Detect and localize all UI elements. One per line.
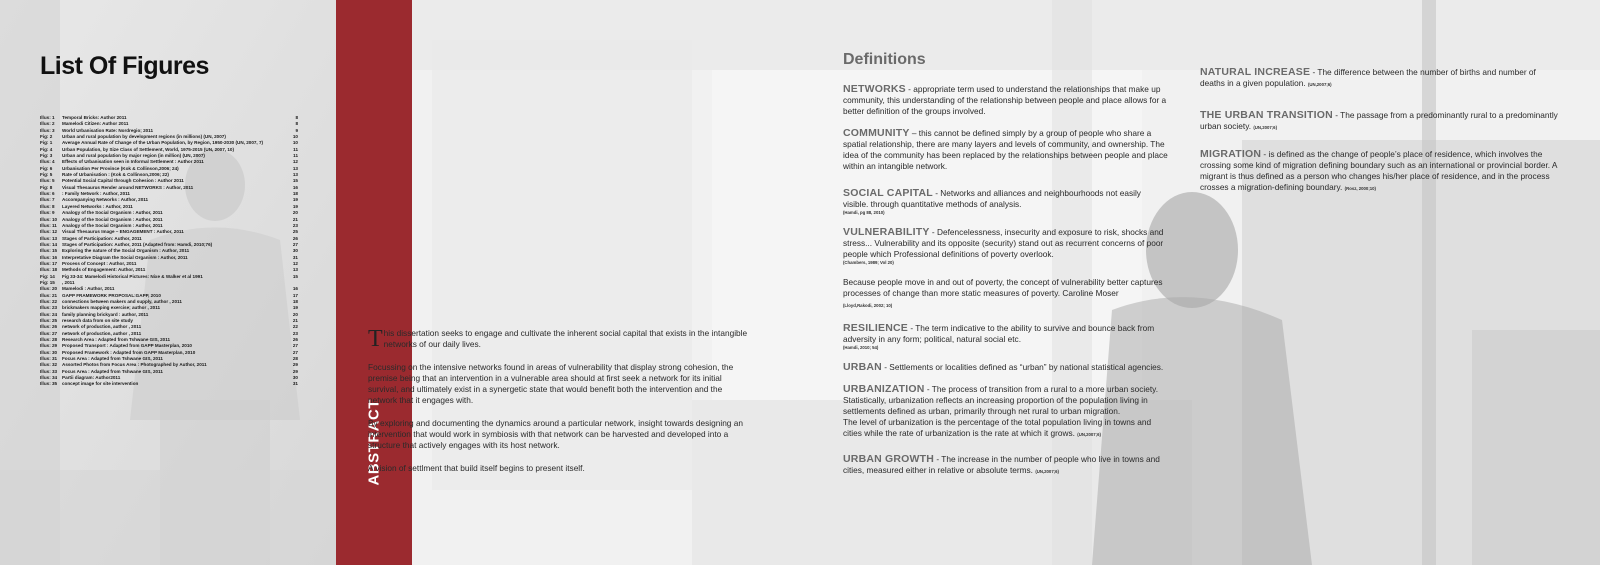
figure-id: Illus: 17 [40, 260, 58, 266]
figure-caption: Layered Networks : Author, 2011 [62, 203, 133, 209]
definitions-heading: Definitions [843, 51, 926, 68]
def-term: NATURAL INCREASE [1200, 66, 1311, 78]
figure-caption: : Family Network : Author, 2011 [62, 191, 130, 197]
def-vulnerability [843, 227, 1168, 266]
figure-caption: Urban Population, by Size Class of Settlement, World, 1975-2015 (UN, 2007, 10) [62, 146, 234, 152]
figure-id: Illus: 28 [40, 337, 58, 343]
def-community [843, 128, 1168, 172]
figure-id: Illus: 22 [40, 298, 58, 304]
abstract-paragraph-3: By exploring and documenting the dynamics around a particular network, insight towards designing an intervention that would work in symbiosis with that network can be harvested and developed into a structure that actively engages with its host network. [368, 418, 743, 450]
figure-page: 15 [292, 178, 298, 184]
figure-caption: connections between makers and supply, author , 2011 [62, 298, 182, 304]
figure-id: Illus: 4 [40, 159, 55, 165]
figure-caption: Visual Thesaurus Image – ENGAGEMENT : Author, 2011 [62, 229, 184, 235]
figure-id: Illus: 29 [40, 343, 58, 349]
definitions-column-2 [1200, 67, 1560, 205]
figure-page: 29 [292, 368, 298, 374]
figure-list [40, 115, 298, 388]
figure-page: 18 [292, 191, 298, 197]
figure-page: 12 [292, 159, 298, 165]
figure-id: Illus: 16 [40, 254, 58, 260]
figure-id: Illus: 15 [40, 248, 58, 254]
figure-page: 19 [292, 305, 298, 311]
def-term: MIGRATION [1200, 148, 1262, 160]
figure-caption: Focus Area : Adapted from Tshwane GIS, 2011 [62, 368, 163, 374]
figure-id: Illus: 14 [40, 241, 58, 247]
def-term: URBAN GROWTH [843, 453, 935, 465]
citation: (UN,2007;6) [1035, 469, 1059, 474]
def-term: RESILIENCE [843, 322, 909, 334]
figure-id: Illus: 7 [40, 197, 55, 203]
page-title: List Of Figures [40, 52, 209, 80]
citation: (Hamdi, 2010; 54) [843, 345, 879, 350]
figure-caption: network of production, author , 2011 [62, 330, 142, 336]
figure-page: 15 [292, 273, 298, 279]
list-of-figures-page [0, 0, 336, 565]
figure-id: Illus: 1 [40, 115, 55, 120]
figure-list-item [40, 381, 298, 387]
def-text: - The term indicative to the ability to survive and bounce back from adversity in any form; political, natural social etc. [843, 323, 1155, 344]
def-text: - The increase in the number of people who live in towns and cities, measured either in relative or absolute terms. [843, 454, 1160, 475]
def-urban-growth [843, 454, 1168, 477]
figure-caption: Effects of Urbanisation seen in Informal Settlement : Author 2011 [62, 159, 204, 165]
figure-id: Illus: 12 [40, 229, 58, 235]
abstract-p1-text: his dissertation seeks to engage and cultivate the inherent social capital that exists in the intangible networks of our daily lives. [383, 328, 748, 349]
figure-page: 16 [292, 184, 298, 190]
figure-id: Illus: 18 [40, 267, 58, 273]
figure-id: Illus: 20 [40, 286, 58, 292]
figure-caption: Urbanisation Per Province (Kok & Collinson,2006; 24) [62, 165, 179, 171]
figure-caption: Mamelodi : Author, 2011 [62, 286, 115, 292]
figure-page: 21 [292, 216, 298, 222]
figure-page: 28 [292, 356, 298, 362]
citation: (Rosz, 2000;10) [1344, 186, 1376, 191]
figure-caption: Proposed Framework : Adapted from GAPP Masterplan, 2010 [62, 349, 196, 355]
figure-id: Illus: 2 [40, 121, 55, 127]
def-networks [843, 84, 1168, 117]
figure-page: 20 [292, 210, 298, 216]
figure-id: Illus: 11 [40, 222, 57, 228]
def-text: - Networks and alliances and neighbourhoods not easily visible. through quantitative methods of analysis. [843, 188, 1141, 209]
def-social-capital [843, 188, 1168, 216]
figure-caption: concept image for site intervention [62, 381, 139, 387]
abstract-paragraph-4: A vision of settlment that build itself begins to present itself. [368, 463, 585, 473]
figure-id: Illus: 13 [40, 235, 58, 241]
def-text: – this cannot be defined simply by a group of people who share a spatial relationship, there are many layers and levels of community, and ownership. The idea of the community has been replaced by the relationships between people and place within an intangible network. [843, 128, 1168, 171]
figure-page: 11 [293, 146, 298, 152]
abstract-paragraph-2: Focussing on the intensive networks found in areas of vulnerability that display strong cohesion, the premise being that an intervention in a vulnerable area should at first seek a network for its initial survival, and ultimately exist in a synergetic state that would benefit both the intervention and the network that it engages with. [368, 362, 734, 405]
figure-caption: Average Annual Rate of Change of the Urban Population, by Region, 1950-2030 (UN, 2007, 7) [62, 140, 264, 146]
figure-page: 31 [292, 381, 298, 387]
figure-page: 27 [292, 241, 298, 247]
figure-caption: Urban and rural population by major region (in million) (UN, 2007) [62, 153, 205, 159]
figure-caption: Analogy of the Social Organism : Author, 2011 [62, 216, 163, 222]
def-text: - Settlements or localities defined as “urban” by national statistical agencies. [881, 362, 1164, 372]
figure-caption: Research Area : Adapted from Tshwane GIS, 2011 [62, 337, 171, 343]
def-migration [1200, 149, 1560, 194]
figure-caption: Stages of Participation: Author, 2011 (Adapted from: Hamdi, 2010;76) [62, 241, 213, 247]
figure-id: Illus: 8 [40, 203, 55, 209]
figure-id: Fig: 8 [40, 184, 53, 190]
def-term: URBANIZATION [843, 383, 925, 395]
figure-page: 9 [295, 127, 298, 133]
figure-page: 13 [292, 165, 298, 171]
figure-caption: Focus Area : Adapted from Tshwane GIS, 2011 [62, 356, 163, 362]
def-text: - Defencelessness, insecurity and exposure to risk, shocks and stress... Vulnerability and its opposite (security) stand out as recurrent concerns of poor people which Professional definitions of poverty overlook. [843, 227, 1164, 259]
figure-id: Illus: 33 [40, 368, 58, 374]
figure-caption: Fig 33-34: Mamelodi Historical Pictures: Nixe & Walker et al 1991 [62, 273, 203, 279]
def-text: - is defined as the change of people’s place of residence, which involves the crossing some kind of migration defining boundary such as an international or provincial border. A migrant is thus defined as a person who changes his/her place of residence, and in the process crosses a migration-defining boundary. [1200, 149, 1557, 192]
figure-page: 11 [293, 153, 298, 159]
citation: (Chambers, 1989; Vol 20) [843, 260, 894, 265]
figure-page: 29 [292, 362, 298, 368]
figure-page: 25 [292, 229, 298, 235]
def-term: COMMUNITY [843, 127, 910, 139]
def-term: THE URBAN TRANSITION [1200, 109, 1333, 121]
figure-page: 17 [292, 292, 298, 298]
def-urban [843, 362, 1168, 373]
abstract-label: ABSTRACT [365, 399, 383, 486]
figure-id: Illus: 35 [40, 381, 58, 387]
figure-id: Illus: 34 [40, 375, 58, 381]
def-term: SOCIAL CAPITAL [843, 187, 933, 199]
figure-id: Illus: 32 [40, 362, 58, 368]
figure-id: Illus: 21 [40, 292, 58, 298]
def-text: - The passage from a predominantly rural to a predominantly urban society. [1200, 110, 1558, 131]
figure-caption: Temporal Bricks: Author 2011 [62, 115, 127, 120]
figure-page: 27 [292, 343, 298, 349]
def-text: - The process of transition from a rural to a more urban society. Statistically, urbanization reflects an increasing proportion of the population living in settlements defined as urban, primarily through net rural to urban migration. [843, 384, 1159, 416]
abstract-paragraph-1 [368, 328, 748, 350]
dropcap: T [368, 326, 383, 352]
figure-id: Illus: 5 [40, 178, 55, 184]
figure-caption: GAPP FRAMEWORK PROPOSAL:GAPP, 2010 [62, 292, 161, 298]
figure-page: 30 [292, 375, 298, 381]
citation: (UN,2007;6) [1077, 432, 1101, 437]
def-resilience [843, 323, 1168, 351]
figure-id: Fig: 15 [40, 279, 55, 285]
abstract-body [365, 326, 748, 486]
def-term: URBAN [843, 361, 882, 373]
figure-page: 8 [295, 115, 298, 120]
figure-caption: Visual Thesaurus Render around NETWORKS : Author, 2011 [62, 184, 194, 190]
figure-id: Illus: 23 [40, 305, 58, 311]
figure-caption: Analogy of the Social Organism : Author, 2011 [62, 210, 163, 216]
figure-caption: Exploring the nature of the Social Organism : Author, 2011 [62, 248, 190, 254]
figure-id: Fig: 14 [40, 273, 55, 279]
figure-page: 10 [292, 134, 298, 140]
figure-id: Illus: 30 [40, 349, 58, 355]
figure-page: 8 [295, 121, 298, 127]
figure-id: Fig: 6 [40, 165, 53, 171]
figure-id: Fig: 2 [40, 134, 53, 140]
figure-caption: World Urbanisation Rate: Nordregio; 2011 [62, 127, 154, 133]
figure-id: Illus: 27 [40, 330, 58, 336]
figure-page: 30 [292, 248, 298, 254]
citation: (UN,2007;6) [1307, 82, 1332, 87]
figure-page: 23 [292, 330, 298, 336]
figure-id: Illus: 24 [40, 311, 58, 317]
figure-caption: Urban and rural population by development regions (in millions) (UN, 2007) [62, 134, 226, 140]
def-natural-increase [1200, 67, 1560, 90]
def-text: - The difference between the number of births and number of deaths in a given population. [1200, 67, 1536, 88]
figure-caption: , 2011 [62, 279, 75, 285]
def-term: VULNERABILITY [843, 226, 930, 238]
citation: (UN,2007;6) [1253, 125, 1278, 130]
figure-page: 26 [292, 337, 298, 343]
figure-caption: family planning brickyard : author, 2011 [62, 311, 149, 317]
def-urbanization [843, 384, 1168, 440]
figure-id: Fig: 1 [40, 140, 53, 146]
figure-caption: Process of Concept : Author, 2011 [62, 260, 137, 266]
figure-caption: Stages of Participation: Author, 2011 [62, 235, 142, 241]
figure-caption: Interpretative Diagram the Social Organism : Author, 2011 [62, 254, 188, 260]
figure-caption: Rate of Urbanisation : (Kok & Collinson,2006; 22) [62, 172, 169, 178]
figure-page: 19 [292, 197, 298, 203]
figure-caption: Accompanying Networks : Author, 2011 [62, 197, 149, 203]
figure-page: 27 [292, 349, 298, 355]
def-urban-transition [1200, 110, 1560, 133]
def-vulnerability-extra [843, 277, 1168, 309]
figure-page: 12 [292, 260, 298, 266]
figure-id: Fig: 4 [40, 146, 53, 152]
def-text: The level of urbanization is the percentage of the total population living in towns and cities while the rate of urbanization is the rate at which it grows. [843, 417, 1152, 438]
def-text: Because people move in and out of poverty, the concept of vulnerability better captures processes of change than more static measures of poverty. Caroline Moser [843, 277, 1163, 298]
figure-id: Illus: 26 [40, 324, 58, 330]
figure-caption: network of production, author , 2011 [62, 324, 142, 330]
figure-id: Illus: 6 [40, 191, 55, 197]
figure-page: 16 [292, 286, 298, 292]
figure-caption: Potential Social Capital through Cohesion : Author 2011 [62, 178, 184, 184]
figure-caption: research data from on site study [62, 318, 133, 323]
figure-caption: brickmakers mapping exercise; author , 2011 [62, 305, 161, 311]
figure-id: Fig: 5 [40, 172, 53, 178]
figure-id: Fig: 3 [40, 153, 53, 159]
figure-id: Illus: 3 [40, 127, 55, 133]
figure-caption: Analogy of the Social Organism : Author, 2011 [62, 222, 163, 228]
figure-page: 26 [292, 235, 298, 241]
figure-page: 20 [292, 311, 298, 317]
figure-id: Illus: 10 [40, 216, 58, 222]
figure-id: Illus: 25 [40, 318, 58, 323]
figure-caption: Mamelodi Citizen: Author 2011 [62, 121, 129, 127]
figure-page: 13 [292, 172, 298, 178]
figure-page: 22 [292, 324, 298, 330]
figure-id: Illus: 9 [40, 210, 55, 216]
definitions-column-1 [843, 84, 1168, 488]
figure-page: 19 [292, 203, 298, 209]
figure-caption: Proposed Transport : Adapted from GAPP Masterplan, 2010 [62, 343, 192, 349]
citation: (Lloyd,Rakodi, 2002; 10) [843, 303, 893, 308]
figure-page: 21 [292, 318, 298, 323]
def-term: NETWORKS [843, 83, 906, 95]
figure-caption: Assorted Photos from Focus Area : Photographed by Author, 2011 [62, 362, 207, 368]
figure-page: 23 [292, 222, 298, 228]
def-text: - appropriate term used to understand the relationships that make up community, this understanding of the relationship between people and place allows for a better definition of the groups involved. [843, 84, 1167, 116]
figure-page: 13 [292, 267, 298, 273]
figure-page: 31 [292, 254, 298, 260]
figure-caption: Methods of Engagement: Author, 2011 [62, 267, 146, 273]
figure-page: 10 [292, 140, 298, 146]
figure-caption: Partii diagram: Author2011 [62, 375, 121, 381]
figure-page: 18 [292, 298, 298, 304]
figure-id: Illus: 31 [40, 356, 58, 362]
citation: (Hamdi, pg 88, 2010) [843, 210, 885, 215]
